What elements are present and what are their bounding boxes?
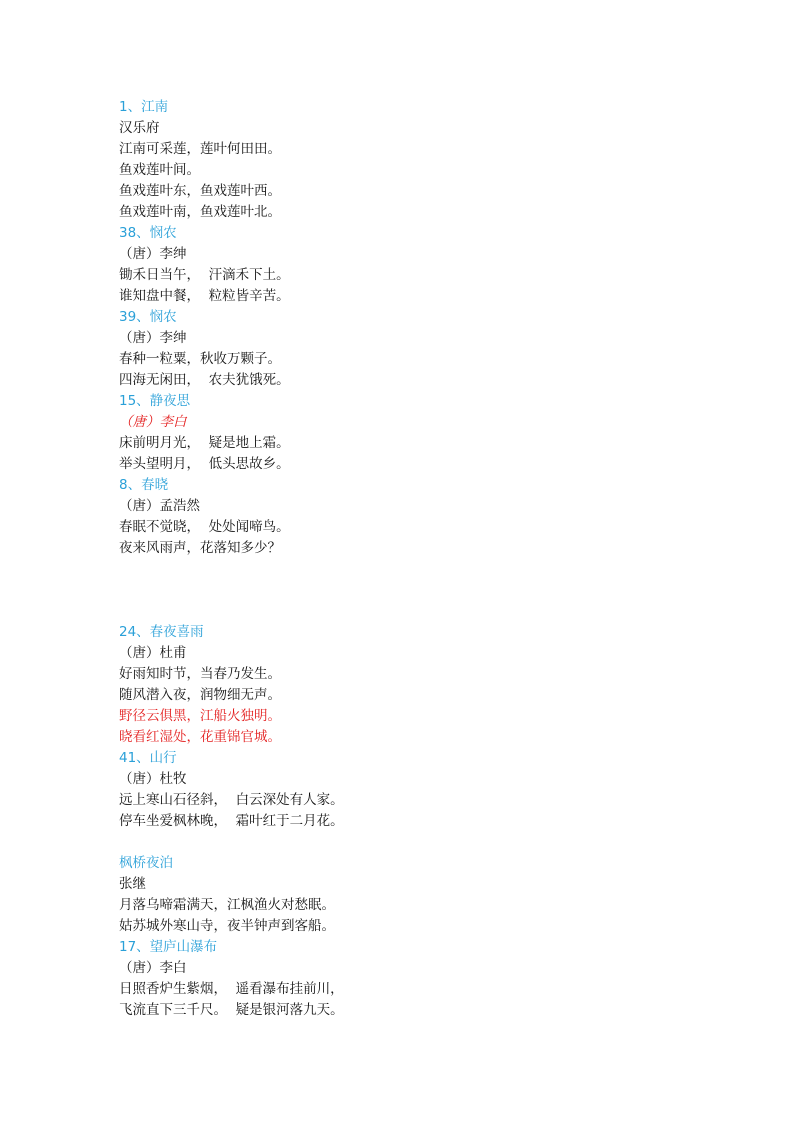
poem-author: 汉乐府 (119, 120, 160, 136)
poem-line: 谁知盘中餐， 粒粒皆辛苦。 (119, 288, 290, 304)
poem (119, 391, 719, 475)
poem-title: 41、山行 (119, 750, 177, 766)
poem-author: 张继 (119, 876, 146, 892)
poem (119, 622, 719, 748)
poem (119, 748, 719, 832)
poem-line: 四海无闲田， 农夫犹饿死。 (119, 372, 290, 388)
poem-author: （唐）杜甫 (119, 645, 187, 661)
poem-line: 锄禾日当午， 汗滴禾下土。 (119, 267, 290, 283)
poem-line: 好雨知时节，当春乃发生。 (119, 666, 281, 682)
poem (119, 97, 719, 223)
poem (119, 937, 719, 1021)
poem-line-highlighted: 晓看红湿处，花重锦官城。 (119, 729, 281, 745)
poem-line: 春眠不觉晓， 处处闻啼鸟。 (119, 519, 290, 535)
poem-line: 远上寒山石径斜， 白云深处有人家。 (119, 792, 344, 808)
poem-line: 鱼戏莲叶东，鱼戏莲叶西。 (119, 183, 281, 199)
poem-line-highlighted: 野径云俱黑，江船火独明。 (119, 708, 281, 724)
poem-line: 日照香炉生紫烟， 遥看瀑布挂前川， (119, 981, 344, 997)
poem-title: 39、悯农 (119, 309, 177, 325)
spacer (119, 559, 719, 622)
poem-line: 姑苏城外寒山寺，夜半钟声到客船。 (119, 918, 335, 934)
poem-author: （唐）李绅 (119, 246, 187, 262)
poem-author: （唐）李绅 (119, 330, 187, 346)
poem-author: （唐）李白 (119, 960, 187, 976)
poem (119, 853, 719, 937)
poem-line: 随风潜入夜，润物细无声。 (119, 687, 281, 703)
poem-author: （唐）孟浩然 (119, 498, 200, 514)
poem-line: 江南可采莲，莲叶何田田。 (119, 141, 281, 157)
poem (119, 475, 719, 559)
poem (119, 223, 719, 307)
poem-line: 月落乌啼霜满天，江枫渔火对愁眠。 (119, 897, 335, 913)
poem-title: 15、静夜思 (119, 393, 191, 409)
poem-title: 17、望庐山瀑布 (119, 939, 218, 955)
poem-title: 1、江南 (119, 99, 169, 115)
poem-title: 8、春晓 (119, 477, 169, 493)
poem-author: （唐）杜牧 (119, 771, 187, 787)
spacer (119, 832, 719, 853)
poem-line: 举头望明月， 低头思故乡。 (119, 456, 290, 472)
poem-title: 枫桥夜泊 (119, 855, 173, 871)
poem-line: 夜来风雨声，花落知多少？ (119, 540, 281, 556)
poem (119, 307, 719, 391)
poem-line: 停车坐爱枫林晚， 霜叶红于二月花。 (119, 813, 344, 829)
poem-line: 飞流直下三千尺。 疑是银河落九天。 (119, 1002, 344, 1018)
poem-title: 24、春夜喜雨 (119, 624, 204, 640)
poem-title: 38、悯农 (119, 225, 177, 241)
poem-line: 鱼戏莲叶南，鱼戏莲叶北。 (119, 204, 281, 220)
poem-line: 床前明月光， 疑是地上霜。 (119, 435, 290, 451)
poem-author: （唐）李白 (119, 414, 187, 430)
poem-line: 鱼戏莲叶间。 (119, 162, 200, 178)
poem-line: 春种一粒粟，秋收万颗子。 (119, 351, 281, 367)
document-page (119, 97, 719, 1021)
